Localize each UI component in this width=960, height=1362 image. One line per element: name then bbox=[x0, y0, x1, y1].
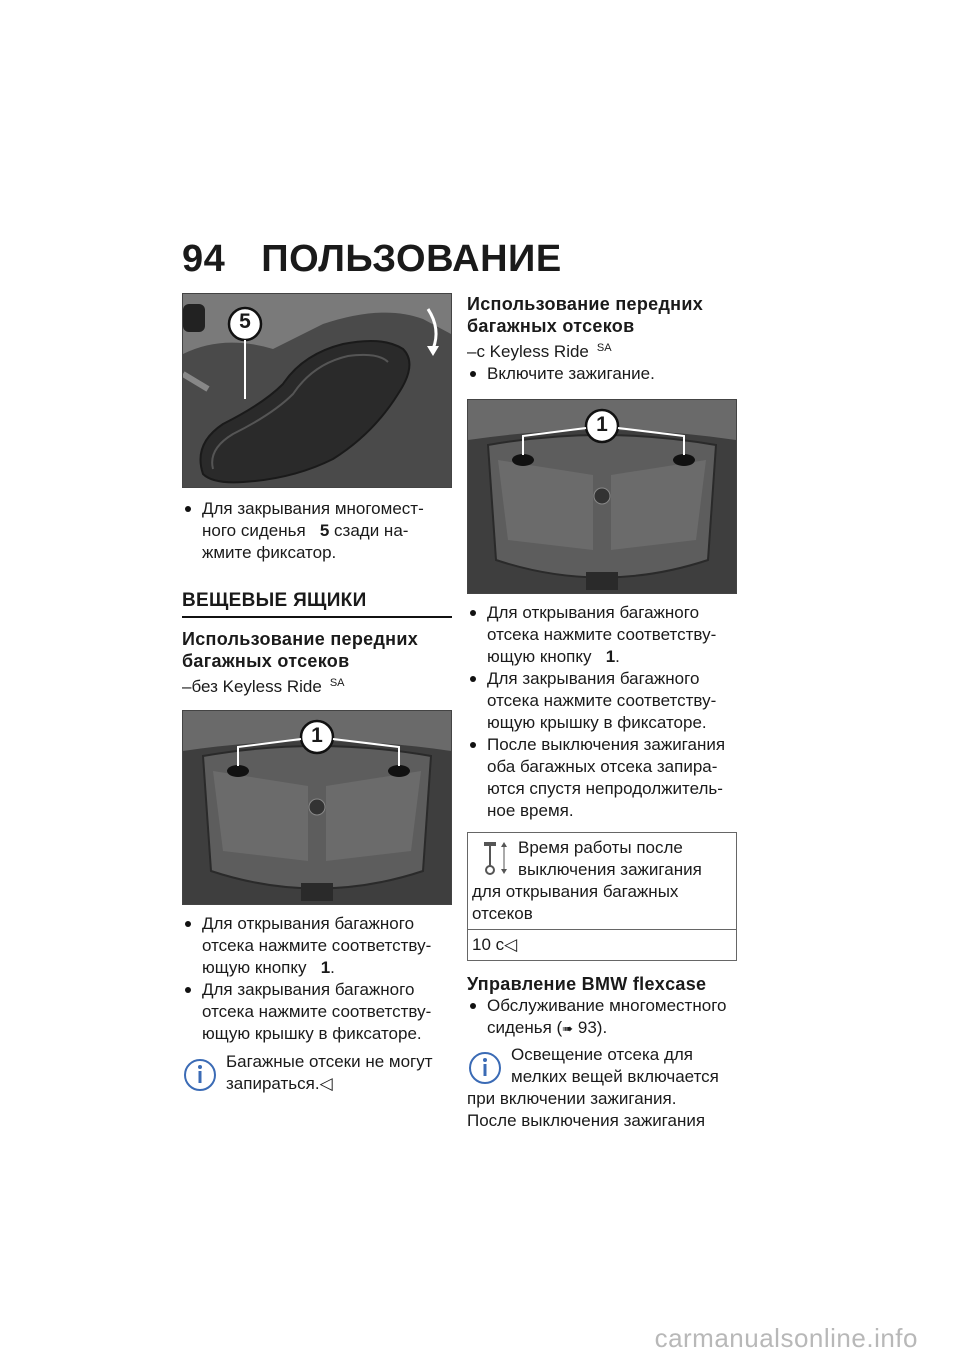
bullet-auto-lock bbox=[467, 734, 737, 822]
bullet-close-seat bbox=[182, 498, 452, 564]
bullet-line bbox=[487, 1017, 737, 1040]
end-mark: ◁ bbox=[319, 1074, 333, 1093]
condition-text: –без Keyless Ride bbox=[182, 677, 322, 696]
note-line: После выключения зажигания bbox=[467, 1111, 706, 1130]
spec-value-cell bbox=[468, 929, 736, 960]
figure1-callout: 5 bbox=[239, 310, 251, 333]
text-fragment: . bbox=[330, 958, 335, 977]
ref-number: 5 bbox=[319, 521, 330, 540]
bullet-line: отсека нажмите соответству- bbox=[487, 625, 717, 644]
text-fragment: ного сиденья bbox=[202, 521, 306, 540]
page-title: ПОЛЬЗОВАНИЕ bbox=[261, 238, 562, 280]
text-fragment: сиденья ( bbox=[487, 1018, 563, 1037]
bullet-line: оба багажных отсека запира- bbox=[487, 757, 718, 776]
bullet-line: Обслуживание многоместного bbox=[487, 996, 727, 1015]
figure2-callout: 1 bbox=[311, 724, 323, 747]
spec-label-line: Время работы после bbox=[518, 838, 683, 857]
spec-value: 10 с bbox=[472, 935, 505, 954]
note-line: запираться. bbox=[226, 1074, 320, 1093]
seat-illustration bbox=[183, 294, 451, 487]
spec-table bbox=[467, 832, 737, 961]
bullet-open-compartment bbox=[182, 913, 452, 979]
text-fragment: ющую кнопку bbox=[487, 647, 592, 666]
bullet-line: ющую крышку в фиксаторе. bbox=[487, 713, 707, 732]
bullet-line: отсека нажмите соответству- bbox=[202, 936, 432, 955]
subtitle-line: багажных отсеков bbox=[467, 316, 635, 336]
bullet-line: Для открывания багажного bbox=[487, 603, 700, 622]
bullet-line bbox=[487, 646, 737, 668]
bullet-line: ное время. bbox=[487, 801, 574, 820]
sa-mark: SA bbox=[329, 677, 345, 689]
condition-text: –с Keyless Ride bbox=[467, 342, 589, 361]
bullet-seat-service bbox=[467, 995, 737, 1040]
text-fragment: ющую кнопку bbox=[202, 958, 307, 977]
info-icon bbox=[182, 1053, 218, 1093]
bullet-ignition-on bbox=[467, 363, 737, 385]
bullet-line: ющую крышку в фиксаторе. bbox=[202, 1024, 422, 1043]
right-column bbox=[467, 293, 737, 1132]
bullet-line: Для закрывания многомест- bbox=[202, 499, 424, 518]
end-mark: ◁ bbox=[504, 935, 518, 954]
note-line: мелких вещей включается bbox=[511, 1067, 719, 1086]
bullet-close-compartment-keyless bbox=[467, 668, 737, 734]
bullet-line: Включите зажигание. bbox=[487, 364, 655, 383]
ref-number: 1 bbox=[605, 647, 616, 666]
bullet-open-compartment-keyless bbox=[467, 602, 737, 668]
bullet-line: жмите фиксатор. bbox=[202, 543, 337, 562]
spec-label-line: отсеков bbox=[472, 904, 533, 923]
figure3-callout: 1 bbox=[596, 413, 608, 436]
compartments-photo-left bbox=[182, 710, 452, 905]
spec-label-line: выключения зажигания bbox=[518, 860, 702, 879]
subtitle-front-compartments-keyless bbox=[467, 293, 737, 337]
bullet-line bbox=[202, 520, 452, 542]
note-lighting bbox=[467, 1044, 737, 1132]
condition-without-keyless bbox=[182, 672, 452, 698]
page-header bbox=[182, 238, 562, 281]
text-fragment: . bbox=[615, 647, 620, 666]
spec-label-line: для открывания багажных bbox=[472, 882, 679, 901]
page-ref-arrow-icon: ➠ bbox=[562, 1021, 574, 1036]
left-column bbox=[182, 293, 452, 1095]
sa-mark: SA bbox=[596, 342, 612, 354]
note-line: Багажные отсеки не могут bbox=[226, 1052, 433, 1071]
section-title-flexcase: Управление BMW flexcase bbox=[467, 974, 707, 994]
bullet-close-compartment bbox=[182, 979, 452, 1045]
text-fragment: ). bbox=[596, 1018, 608, 1037]
seat-photo bbox=[182, 293, 452, 488]
bullet-line: После выключения зажигания bbox=[487, 735, 726, 754]
compartments-photo-right bbox=[467, 399, 737, 594]
note-no-lock bbox=[182, 1051, 452, 1095]
bullet-line: отсека нажмите соответству- bbox=[202, 1002, 432, 1021]
info-icon bbox=[467, 1046, 503, 1086]
spec-label-cell bbox=[468, 833, 736, 929]
condition-with-keyless bbox=[467, 337, 737, 363]
subtitle-front-compartments bbox=[182, 628, 452, 672]
bullet-line: Для открывания багажного bbox=[202, 914, 415, 933]
note-line: при включении зажигания. bbox=[467, 1089, 677, 1108]
timer-icon bbox=[480, 841, 510, 875]
page-number: 94 bbox=[182, 238, 226, 280]
bullet-line: Для закрывания багажного bbox=[202, 980, 415, 999]
watermark: carmanualsonline.info bbox=[654, 1323, 918, 1353]
text-fragment: сзади на- bbox=[334, 521, 409, 540]
bullet-line bbox=[202, 957, 452, 979]
note-line: Освещение отсека для bbox=[511, 1045, 693, 1064]
bullet-line: ются спустя непродолжитель- bbox=[487, 779, 723, 798]
bullet-line: Для закрывания багажного bbox=[487, 669, 700, 688]
ref-number: 1 bbox=[320, 958, 331, 977]
section-title-storage: ВЕЩЕВЫЕ ЯЩИКИ bbox=[182, 590, 452, 618]
subtitle-line: Использование передних bbox=[182, 629, 419, 649]
subtitle-line: Использование передних bbox=[467, 294, 704, 314]
page-ref-link[interactable]: 93 bbox=[577, 1018, 597, 1037]
subtitle-line: багажных отсеков bbox=[182, 651, 350, 671]
bullet-line: отсека нажмите соответству- bbox=[487, 691, 717, 710]
